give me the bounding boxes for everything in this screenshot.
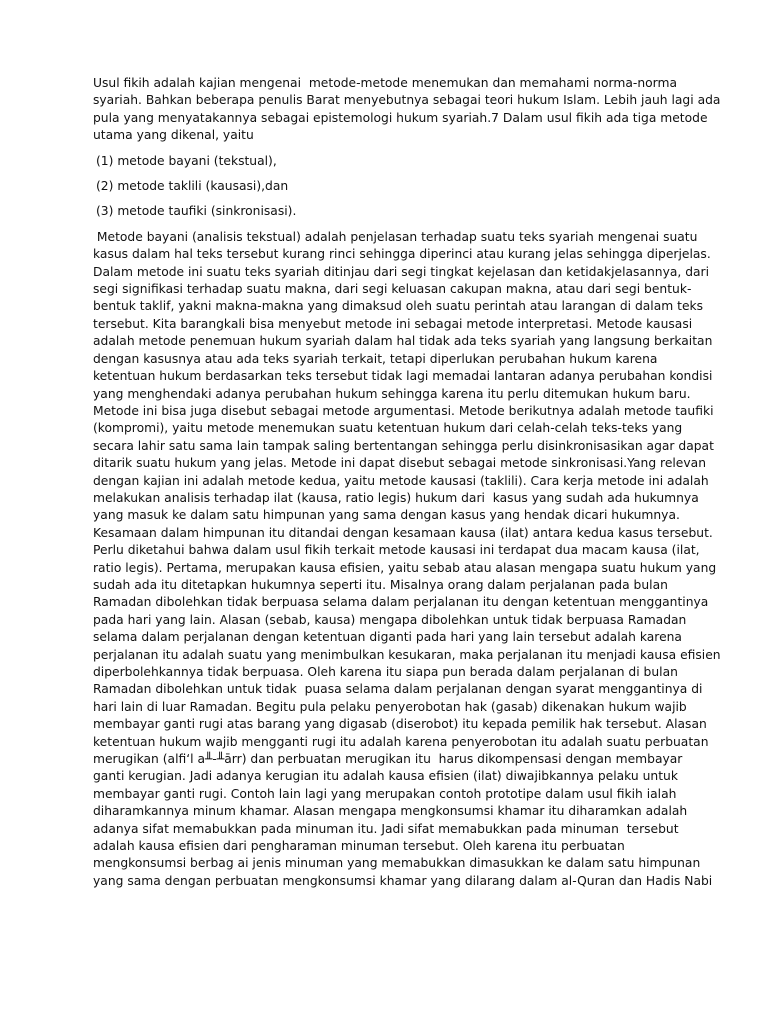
body-line: diperbolehkannya tidak berpuasa. Oleh karena itu siapa pun berada dalam perjalanan di bulan bbox=[93, 665, 678, 679]
body-line: yang masuk ke dalam satu himpunan yang sama dengan kasus yang hendak dicari hukumnya. bbox=[93, 508, 680, 523]
body-line: ganti kerugian. Jadi adanya kerugian itu adalah kausa efisien (ilat) diwajibkannya pelaku untuk bbox=[93, 769, 678, 784]
intro-line: Usul fikih adalah kajian mengenai metode-metode menemukan dan memahami norma-norma bbox=[93, 76, 678, 90]
body-line: Perlu diketahui bahwa dalam usul fikih terkait metode kausasi ini terdapat dua macam kausa (ilat, bbox=[93, 543, 700, 558]
body-line: ketentuan hukum berdasarkan teks tersebut tidak lagi memadai lantaran adanya perubahan kondisi bbox=[93, 369, 713, 384]
body-line: ditarik suatu hukum yang jelas. Metode ini dapat disebut sebagai metode sinkronisasi.Yang relevan bbox=[93, 456, 706, 471]
body-line: perjalanan itu adalah suatu yang menimbulkan kesukaran, maka perjalanan itu menjadi kausa efisien bbox=[93, 647, 721, 662]
method-list-item: (2) metode taklili (kausasi),dan bbox=[96, 179, 289, 194]
body-line: adalah metode penemuan hukum syariah dalam hal tidak ada teks syariah yang langsung berkaitan bbox=[93, 334, 713, 349]
body-line: dengan kasusnya atau ada teks syariah terkait, tetapi diperlukan perubahan hukum karena bbox=[93, 351, 658, 366]
body-line: Metode bayani (analisis tekstual) adalah penjelasan terhadap suatu teks syariah mengenai suatu bbox=[93, 229, 698, 244]
body-line: (kompromi), yaitu metode menemukan suatu ketentuan hukum dari celah-celah teks-teks yang bbox=[93, 421, 683, 436]
document-page bbox=[93, 75, 721, 890]
body-line: Dalam metode ini suatu teks syariah ditinjau dari segi tingkat kejelasan dan ketidakjelasannya, dari bbox=[93, 264, 710, 279]
method-list-item: (3) metode taufiki (sinkronisasi). bbox=[96, 204, 297, 219]
body-line: melakukan analisis terhadap ilat (kausa, ratio legis) hukum dari kasus yang sudah ada hukumnya bbox=[93, 490, 699, 505]
body-line: adanya sifat memabukkan pada minuman itu. Jadi sifat memabukkan pada minuman tersebut bbox=[93, 821, 679, 836]
body-line: membayar ganti rugi. Contoh lain lagi yang merupakan contoh prototipe dalam usul fikih ialah bbox=[93, 786, 677, 801]
body-line: segi signifikasi terhadap suatu makna, dari segi keluasan cakupan makna, atau dari segi bentuk- bbox=[93, 282, 692, 297]
body-line: adalah kausa efisien dari pengharaman minuman tersebut. Oleh karena itu perbuatan bbox=[93, 839, 625, 854]
body-line: yang sama dengan perbuatan mengkonsumsi khamar yang dilarang dalam al-Quran dan Hadis Nabi bbox=[93, 873, 713, 888]
intro-line: utama yang dikenal, yaitu bbox=[93, 128, 254, 143]
body-line: secara lahir satu sama lain tampak saling bertentangan sehingga perlu disinkronisasikan agar dapat bbox=[93, 438, 714, 453]
body-line: ratio legis). Pertama, merupakan kausa efisien, yaitu sebab atau alasan mengapa suatu hukum yang bbox=[93, 560, 717, 575]
body-line: Ramadan dibolehkan untuk tidak puasa selama dalam perjalanan dengan syarat menggantinya di bbox=[93, 682, 703, 697]
method-list-item: (1) metode bayani (tekstual), bbox=[96, 153, 277, 168]
body-line: sudah ada itu ditetapkan hukumnya seperti itu. Misalnya orang dalam perjalanan pada bulan bbox=[93, 577, 668, 592]
body-line: hari lain di luar Ramadan. Begitu pula pelaku penyerobotan hak (gasab) dikenakan hukum wajib bbox=[93, 699, 687, 714]
body-line: ketentuan hukum wajib mengganti rugi itu adalah karena penyerobotan itu adalah suatu perbuatan bbox=[93, 734, 709, 749]
body-line: Metode ini bisa juga disebut sebagai metode argumentasi. Metode berikutnya adalah metode taufiki bbox=[93, 403, 714, 418]
paragraph-gap bbox=[93, 145, 673, 153]
method-list bbox=[93, 153, 673, 221]
body-line: kasus dalam hal teks tersebut kurang rinci sehingga diperinci atau kurang jelas sehingga diperjelas. bbox=[93, 247, 711, 262]
body-line: tersebut. Kita barangkali bisa menyebut metode ini sebagai metode interpretasi. Metode kausasi bbox=[93, 316, 693, 331]
intro-paragraph bbox=[93, 75, 721, 145]
body-line: dengan kajian ini adalah metode kedua, yaitu metode kausasi (taklili). Cara kerja metode ini adalah bbox=[93, 473, 709, 488]
intro-line: syariah. Bahkan beberapa penulis Barat menyebutnya sebagai teori hukum Islam. Lebih jauh lagi ada bbox=[93, 93, 721, 108]
body-line: Ramadan dibolehkan tidak berpuasa selama dalam perjalanan itu dengan ketentuan menggantinya bbox=[93, 595, 709, 610]
body-line: selama dalam perjalanan dengan ketentuan diganti pada hari yang lain tersebut adalah karena bbox=[93, 630, 682, 645]
body-line: membayar ganti rugi atas barang yang digasab (diserobot) itu kepada pemilik hak tersebut. Alasan bbox=[93, 717, 707, 732]
body-line: yang menghendaki adanya perubahan hukum sehingga karena itu perlu ditemukan hukum baru. bbox=[93, 386, 691, 401]
body-line: Kesamaan dalam himpunan itu ditandai dengan kesamaan kausa (ilat) antara kedua kasus tersebut. bbox=[93, 525, 713, 540]
body-paragraph bbox=[93, 229, 721, 890]
body-line: merugikan (alfi‘l a╨-╨ārr) dan perbuatan merugikan itu harus dikompensasi dengan membayar bbox=[93, 752, 683, 767]
body-line: mengkonsumsi berbag ai jenis minuman yang memabukkan dimasukkan ke dalam satu himpunan bbox=[93, 856, 701, 871]
body-line: pada hari yang lain. Alasan (sebab, kausa) mengapa dibolehkan untuk tidak berpuasa Ramadan bbox=[93, 612, 687, 627]
body-line: bentuk taklif, yakni makna-makna yang dimaksud oleh suatu perintah atau larangan di dalam teks bbox=[93, 299, 704, 314]
body-line: diharamkannya minum khamar. Alasan mengapa mengkonsumsi khamar itu diharamkan adalah bbox=[93, 804, 688, 819]
intro-line: pula yang menyatakannya sebagai epistemologi hukum syariah.7 Dalam usul fikih ada tiga metode bbox=[93, 110, 708, 125]
